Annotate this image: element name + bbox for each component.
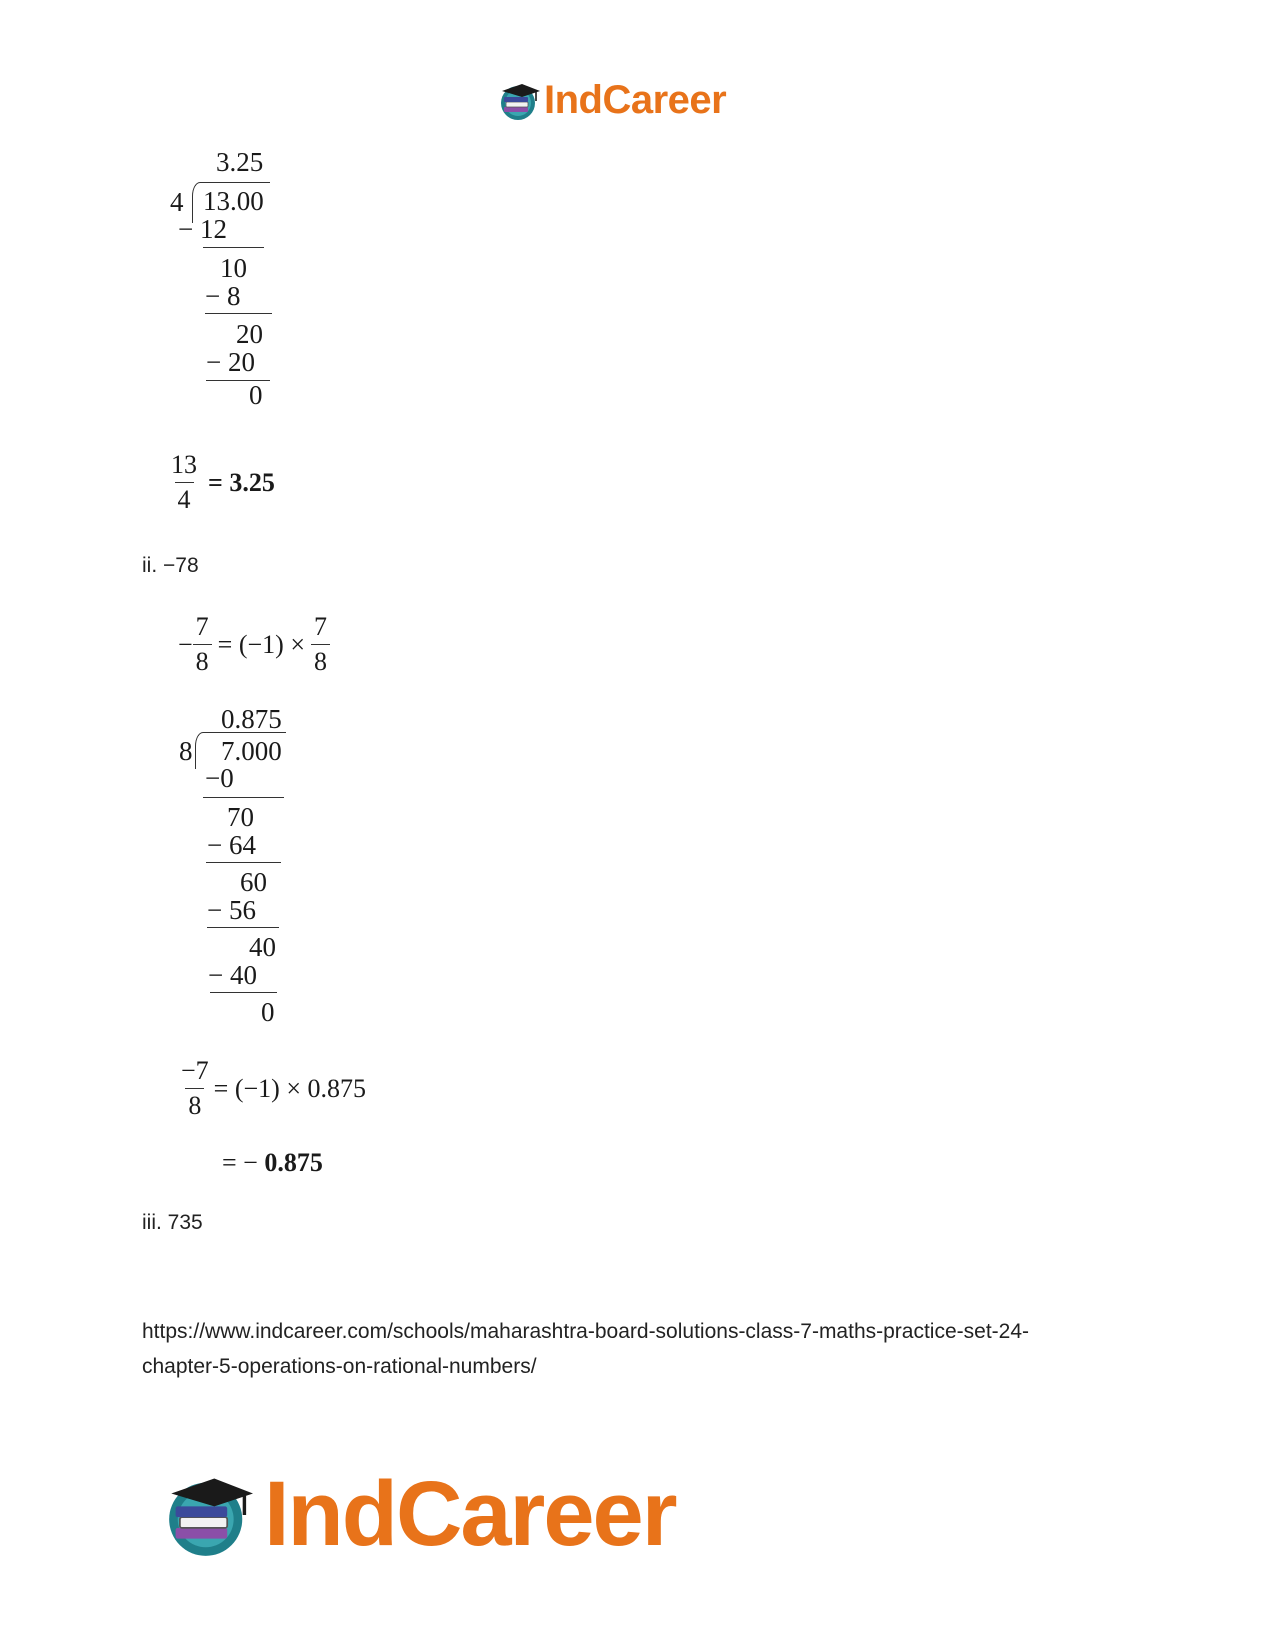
division-quotient: 3.25 <box>216 147 264 177</box>
graduation-cap-books-icon <box>160 1472 260 1558</box>
division-rule <box>203 797 284 798</box>
division-rule <box>207 927 279 928</box>
result-final <box>222 1148 323 1178</box>
long-division-7-by-8 <box>0 0 420 1040</box>
division-step: 70 <box>227 802 254 832</box>
division-rule <box>206 862 281 863</box>
minus-sign: − <box>178 629 193 659</box>
result-value: = 3.25 <box>208 467 275 497</box>
logo-wordmark: IndCareer <box>264 1463 676 1565</box>
result-rhs: = (−1) × 0.875 <box>213 1073 366 1103</box>
header-logo <box>498 78 726 123</box>
equation-middle: = (−1) × <box>217 629 305 659</box>
division-rule <box>210 992 277 993</box>
division-step: − 56 <box>207 895 256 925</box>
fraction-numerator: 13 <box>171 450 197 479</box>
result-final-value: 0.875 <box>264 1148 323 1177</box>
division-dividend: 13.00 <box>203 186 264 216</box>
division-step: 0 <box>249 380 263 410</box>
result-final-prefix: = − <box>222 1148 258 1177</box>
division-step: − 12 <box>178 214 227 244</box>
fraction-numerator: 7 <box>195 612 209 641</box>
division-step: 10 <box>220 253 247 283</box>
division-step: − 8 <box>205 281 241 311</box>
item-ii-label: ii. −78 <box>142 554 199 577</box>
division-divisor: 4 <box>170 187 184 217</box>
division-step: −0 <box>205 763 234 793</box>
logo-wordmark: IndCareer <box>544 78 727 122</box>
division-quotient: 0.875 <box>221 704 282 734</box>
fraction-numerator: −7 <box>181 1056 209 1085</box>
division-step: − 20 <box>206 347 255 377</box>
division-step: 60 <box>240 867 267 897</box>
fraction-neg7-8 <box>178 1056 212 1121</box>
item-iii-label: iii. 735 <box>142 1211 203 1234</box>
fraction-denominator: 8 <box>193 644 212 677</box>
result-negative-7-over-8 <box>178 1056 366 1121</box>
division-step: 20 <box>236 319 263 349</box>
division-step: 0 <box>261 997 275 1027</box>
division-step: 40 <box>249 932 276 962</box>
division-divisor: 8 <box>179 736 193 766</box>
footer-url[interactable]: https://www.indcareer.com/schools/maharashtra-board-solutions-class-7-maths-practice-set-24-chapter-5-operations-on-rational-numbers/ <box>142 1320 1030 1378</box>
division-step: − 64 <box>207 830 256 860</box>
fraction-denominator: 8 <box>185 1088 204 1121</box>
footer-logo <box>160 1462 676 1567</box>
division-dividend: 7.000 <box>221 736 282 766</box>
fraction-denominator: 4 <box>175 482 194 515</box>
fraction-numerator: 7 <box>313 612 327 641</box>
division-step: − 40 <box>208 960 257 990</box>
fraction-denominator: 8 <box>311 644 330 677</box>
graduation-cap-books-icon <box>498 81 542 121</box>
